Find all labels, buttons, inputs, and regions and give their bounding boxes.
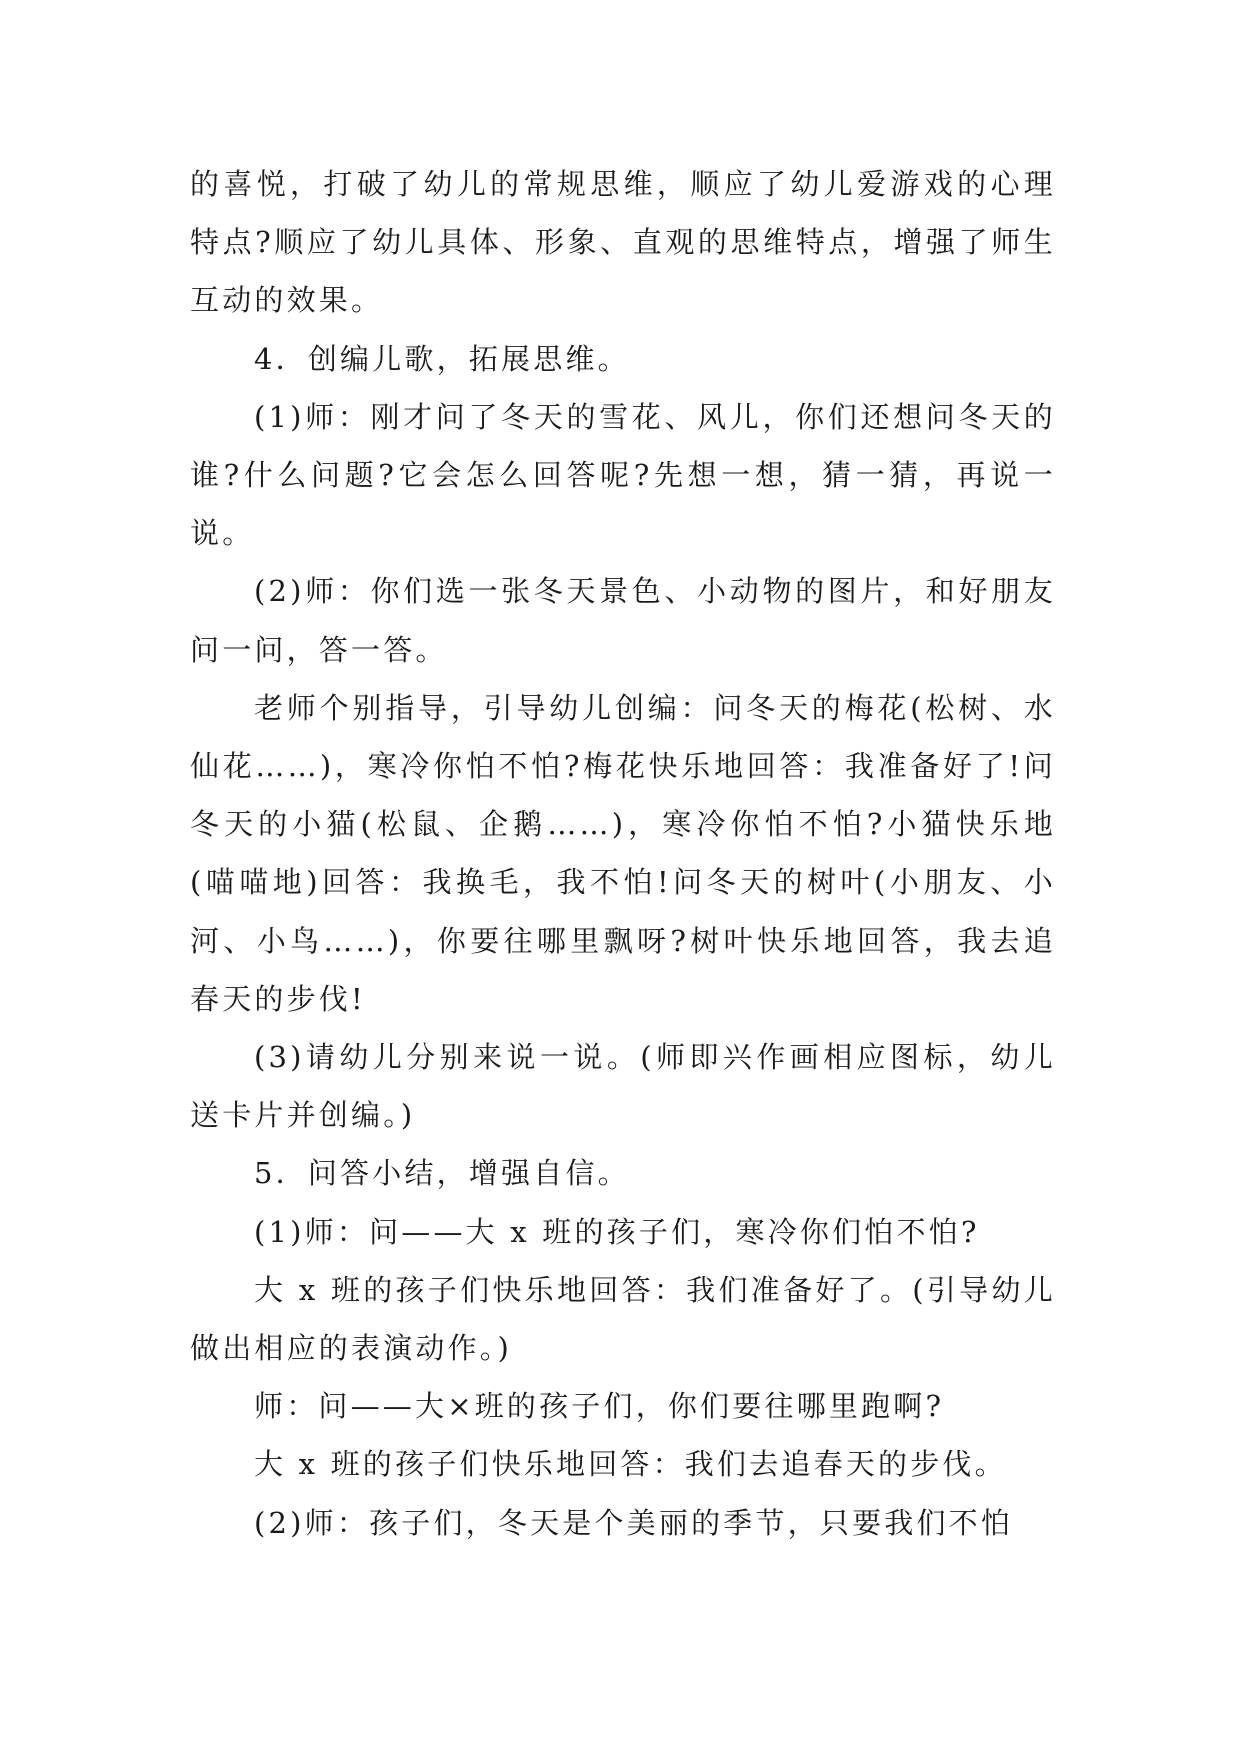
paragraph-12: (2)师：孩子们，冬天是个美丽的季节，只要我们不怕 xyxy=(254,1505,1014,1540)
paragraph-5: 老师个别指导，引导幼儿创编：问冬天的梅花(松树、水仙花……)，寒冷你怕不怕?梅花快乐地回答：我准备好了!问冬天的小猫(松鼠、企鹅……)，寒冷你怕不怕?小猫快乐地(喵喵地)回答：我换毛，我不怕!问冬天的树叶(小朋友、小河、小鸟……)，你要往哪里飘呀?树叶快乐地回答，我去追春天的步伐! xyxy=(190,690,1056,1016)
paragraph-11: 大 x 班的孩子们快乐地回答：我们去追春天的步伐。 xyxy=(254,1447,1007,1482)
paragraph-6: (3)请幼儿分别来说一说。(师即兴作画相应图标，幼儿送卡片并创编。) xyxy=(190,1040,1056,1133)
paragraph-3: (1)师：刚才问了冬天的雪花、风儿，你们还想问冬天的谁?什么问题?它会怎么回答呢?先想一想，猜一猜，再说一说。 xyxy=(190,399,1056,551)
paragraph-10: 师：问——大×班的孩子们，你们要往哪里跑啊? xyxy=(254,1389,945,1424)
paragraph-9: 大 x 班的孩子们快乐地回答：我们准备好了。(引导幼儿做出相应的表演动作。) xyxy=(190,1272,1056,1366)
paragraph-1: 的喜悦，打破了幼儿的常规思维，顺应了幼儿爱游戏的心理特点?顺应了幼儿具体、形象、直观的思维特点，增强了师生互动的效果。 xyxy=(190,167,1056,318)
paragraph-4: (2)师：你们选一张冬天景色、小动物的图片，和好朋友问一问，答一答。 xyxy=(190,574,1056,667)
document-body xyxy=(190,155,1056,1552)
paragraph-7: 5．问答小结，增强自信。 xyxy=(254,1156,630,1191)
paragraph-2: 4．创编儿歌，拓展思维。 xyxy=(254,341,630,376)
paragraph-8: (1)师：问——大 x 班的孩子们，寒冷你们怕不怕? xyxy=(254,1214,980,1249)
